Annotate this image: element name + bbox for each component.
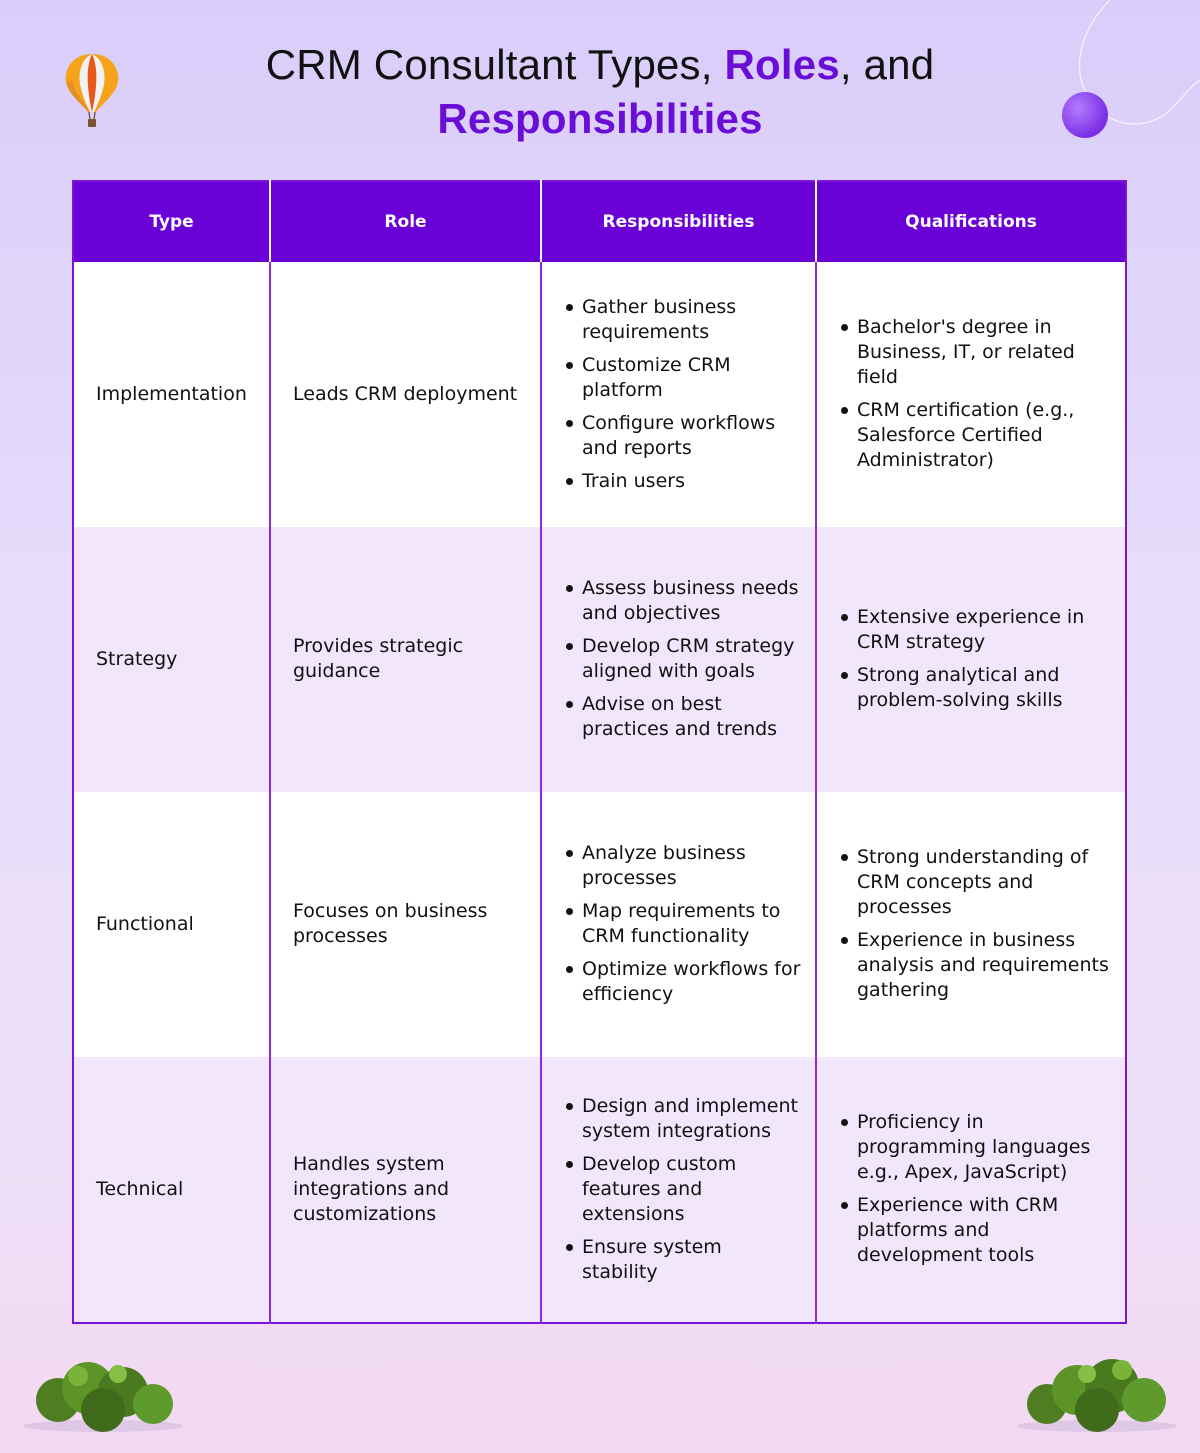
- table-row-implementation: [73, 262, 1126, 527]
- list-item: Design and implement system integrations: [582, 1094, 801, 1144]
- cell-qualifications: [816, 792, 1126, 1057]
- list-item: Analyze business processes: [582, 841, 801, 891]
- cell-role: Provides strategic guidance: [270, 527, 541, 792]
- table-row-functional: [73, 792, 1126, 1057]
- cell-role: Focuses on business processes: [270, 792, 541, 1057]
- list-item: Strong analytical and problem-solving skills: [857, 663, 1111, 713]
- list-item: Experience with CRM platforms and development tools: [857, 1193, 1111, 1268]
- header-responsibilities: Responsibilities: [541, 181, 816, 262]
- list-item: Strong understanding of CRM concepts and processes: [857, 845, 1111, 920]
- cell-responsibilities: [541, 1057, 816, 1323]
- list-item: Configure workflows and reports: [582, 411, 801, 461]
- header-qualifications: Qualifications: [816, 181, 1126, 262]
- list-item: Develop custom features and extensions: [582, 1152, 801, 1227]
- page-title: [0, 38, 1200, 146]
- cell-qualifications: [816, 1057, 1126, 1323]
- list-item: Proficiency in programming languages e.g., Apex, JavaScript): [857, 1110, 1111, 1185]
- list-item: Assess business needs and objectives: [582, 576, 801, 626]
- list-item: Experience in business analysis and requirements gathering: [857, 928, 1111, 1003]
- list-item: Gather business requirements: [582, 295, 801, 345]
- header-role: Role: [270, 181, 541, 262]
- title-part2: , and: [839, 41, 935, 88]
- cell-qualifications: [816, 262, 1126, 527]
- header-type: Type: [73, 181, 270, 262]
- cell-type: Strategy: [73, 527, 270, 792]
- list-item: Bachelor's degree in Business, IT, or related field: [857, 315, 1111, 390]
- list-item: Optimize workflows for efficiency: [582, 958, 801, 1006]
- list-item: Map requirements to CRM functionality: [582, 899, 801, 949]
- consultant-table: [72, 180, 1127, 1324]
- title-part1: CRM Consultant Types,: [265, 41, 725, 88]
- bush-right: [1012, 1352, 1182, 1432]
- cell-type: Implementation: [73, 262, 270, 527]
- bush-left: [18, 1352, 188, 1432]
- cell-qualifications: [816, 527, 1126, 792]
- table-header-row: [73, 181, 1126, 262]
- cell-responsibilities: [541, 792, 816, 1057]
- title-highlight-roles: Roles: [724, 41, 840, 88]
- cell-responsibilities: [541, 262, 816, 527]
- list-item: Develop CRM strategy aligned with goals: [582, 634, 801, 684]
- table-row-strategy: [73, 527, 1126, 792]
- cell-responsibilities: [541, 527, 816, 792]
- list-item: Advise on best practices and trends: [582, 692, 801, 742]
- list-item: Customize CRM platform: [582, 353, 801, 403]
- list-item: CRM certification (e.g., Salesforce Certified Administrator): [857, 398, 1111, 473]
- title-highlight-responsibilities: Responsibilities: [437, 95, 763, 142]
- cell-role: Handles system integrations and customizations: [270, 1057, 541, 1323]
- table-row-technical: [73, 1057, 1126, 1323]
- cell-type: Functional: [73, 792, 270, 1057]
- cell-role: Leads CRM deployment: [270, 262, 541, 527]
- list-item: Extensive experience in CRM strategy: [857, 605, 1111, 655]
- list-item: Ensure system stability: [582, 1235, 801, 1285]
- list-item: Train users: [582, 469, 801, 494]
- cell-type: Technical: [73, 1057, 270, 1323]
